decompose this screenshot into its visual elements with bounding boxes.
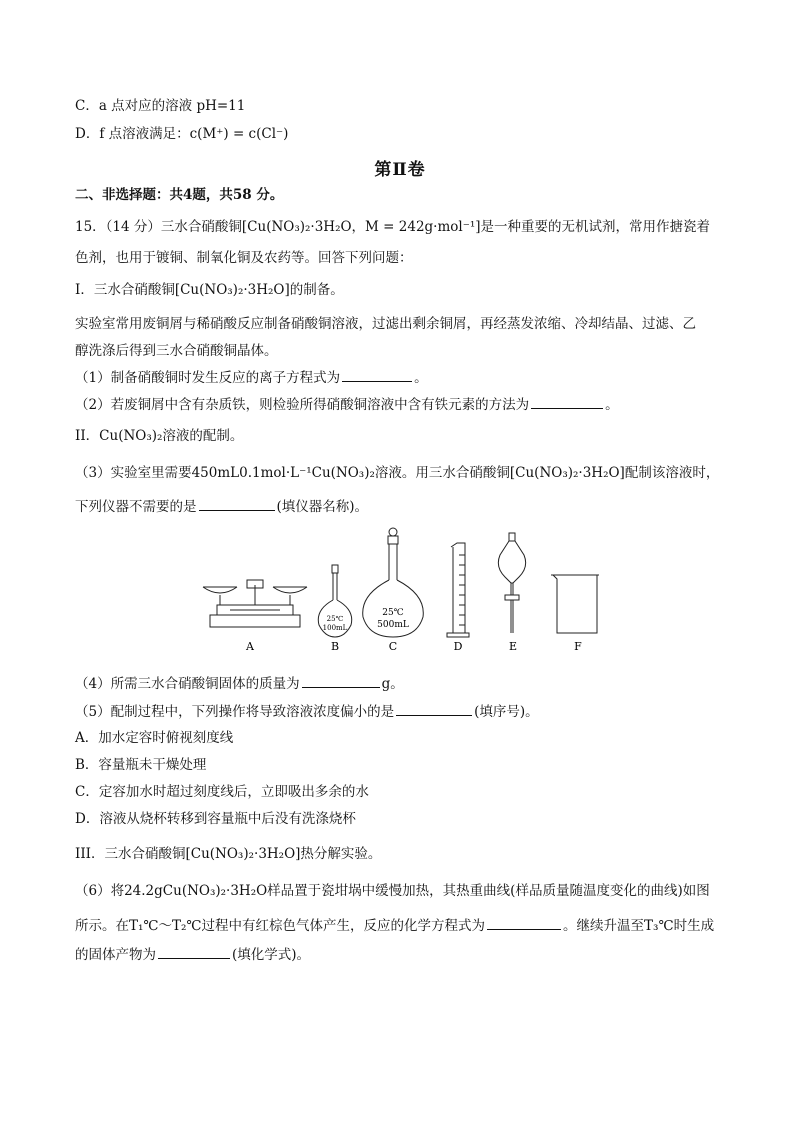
q15-stem-line2: 色剂，也用于镀铜、制氧化铜及农药等。回答下列问题：	[75, 250, 413, 266]
apparatus-label-d: D	[453, 640, 463, 653]
question-5-text: （5）配制过程中，下列操作将导致溶液浓度偏小的是	[75, 704, 395, 720]
part3-title: III．三水合硝酸铜[Cu(NO₃)₂·3H₂O]热分解实验。	[75, 846, 382, 862]
question-4-text: （4）所需三水合硝酸铜固体的质量为	[75, 676, 300, 692]
question-6-continue: 。继续升温至T₃℃时生成	[563, 918, 715, 934]
flask-b-volume: 100mL	[322, 624, 348, 632]
option-c: C．定容加水时超过刻度线后，立即吸出多余的水	[75, 784, 369, 800]
answer-blank-3[interactable]	[199, 496, 275, 511]
question-2-text: （2）若废铜屑中含有杂质铁，则检验所得硝酸铜溶液中含有铁元素的方法为	[75, 397, 530, 413]
question-4	[75, 673, 730, 694]
flask-b-temp: 25℃	[326, 615, 344, 623]
question-6-text: 所示。在T₁℃～T₂℃过程中有红棕色气体产生，反应的化学方程式为	[75, 918, 486, 934]
answer-blank-1[interactable]	[342, 367, 412, 382]
part2-title: II．Cu(NO₃)₂溶液的配制。	[75, 428, 244, 444]
option-d: D．溶液从烧杯转移到容量瓶中后没有洗涤烧杯	[75, 811, 356, 827]
question-5	[75, 701, 730, 722]
option-c-prev: C．a 点对应的溶液 pH=11	[75, 98, 246, 114]
question-6-line3	[75, 944, 730, 965]
question-3-line1: （3）实验室里需要450mL0.1mol·L⁻¹Cu(NO₃)₂溶液。用三水合硝酸铜[Cu(NO₃)₂·3H₂O]配制该溶液时，	[75, 465, 720, 481]
part1-intro-line2: 醇洗涤后得到三水合硝酸铜晶体。	[75, 343, 278, 359]
option-b: B．容量瓶未干燥处理	[75, 757, 207, 773]
apparatus-label-f: F	[574, 640, 582, 653]
question-6-line1: （6）将24.2gCu(NO₃)₂·3H₂O样品置于瓷坩埚中缓慢加热，其热重曲线(样品质量随温度变化的曲线)如图	[75, 883, 710, 899]
answer-blank-2[interactable]	[531, 394, 603, 409]
question-3-line2	[75, 496, 730, 517]
apparatus-label-c: C	[388, 640, 398, 653]
answer-blank-4[interactable]	[302, 673, 380, 688]
graduated-cylinder-icon	[447, 543, 469, 637]
balance-icon	[203, 580, 307, 627]
question-6-line2	[75, 915, 730, 936]
apparatus-label-a: A	[246, 640, 254, 653]
beaker-icon	[551, 575, 599, 633]
question-3-text: 下列仪器不需要的是	[75, 499, 197, 515]
separatory-funnel-icon	[498, 533, 525, 633]
q15-stem-line1: 15．（14 分）三水合硝酸铜[Cu(NO₃)₂·3H₂O，M = 242g·mol⁻¹]是一种重要的无机试剂，常用作搪瓷着	[75, 219, 711, 235]
part1-title: I．三水合硝酸铜[Cu(NO₃)₂·3H₂O]的制备。	[75, 282, 344, 298]
apparatus-label-e: E	[508, 640, 518, 653]
question-5-end: (填序号)。	[474, 704, 539, 720]
volume-title: 第Ⅱ卷	[374, 160, 426, 180]
answer-blank-5[interactable]	[396, 701, 472, 716]
option-a: A．加水定容时俯视刻度线	[75, 730, 234, 746]
apparatus-figure	[195, 525, 615, 660]
question-1	[75, 367, 730, 388]
section-header: 二、非选择题：共4题，共58 分。	[75, 187, 284, 203]
question-6-end: (填化学式)。	[232, 947, 311, 963]
part1-intro-line1: 实验室常用废铜屑与稀硝酸反应制备硝酸铜溶液，过滤出剩余铜屑，再经蒸发浓缩、冷却结晶、过滤、乙	[75, 316, 696, 332]
option-d-prev: D．f 点溶液满足：c(M⁺) = c(Cl⁻)	[75, 126, 289, 142]
flask-c-temp: 25℃	[382, 608, 404, 618]
answer-blank-6a[interactable]	[487, 915, 561, 930]
question-2-end: 。	[605, 397, 619, 413]
question-1-end: 。	[414, 370, 428, 386]
question-2	[75, 394, 730, 415]
answer-blank-6b[interactable]	[158, 944, 230, 959]
question-3-end: (填仪器名称)。	[276, 499, 369, 515]
question-6-text-2: 的固体产物为	[75, 947, 156, 963]
question-1-text: （1）制备硝酸铜时发生反应的离子方程式为	[75, 370, 341, 386]
flask-c-volume: 500mL	[377, 620, 409, 630]
apparatus-label-b: B	[330, 640, 340, 653]
question-4-unit: g。	[381, 676, 404, 692]
